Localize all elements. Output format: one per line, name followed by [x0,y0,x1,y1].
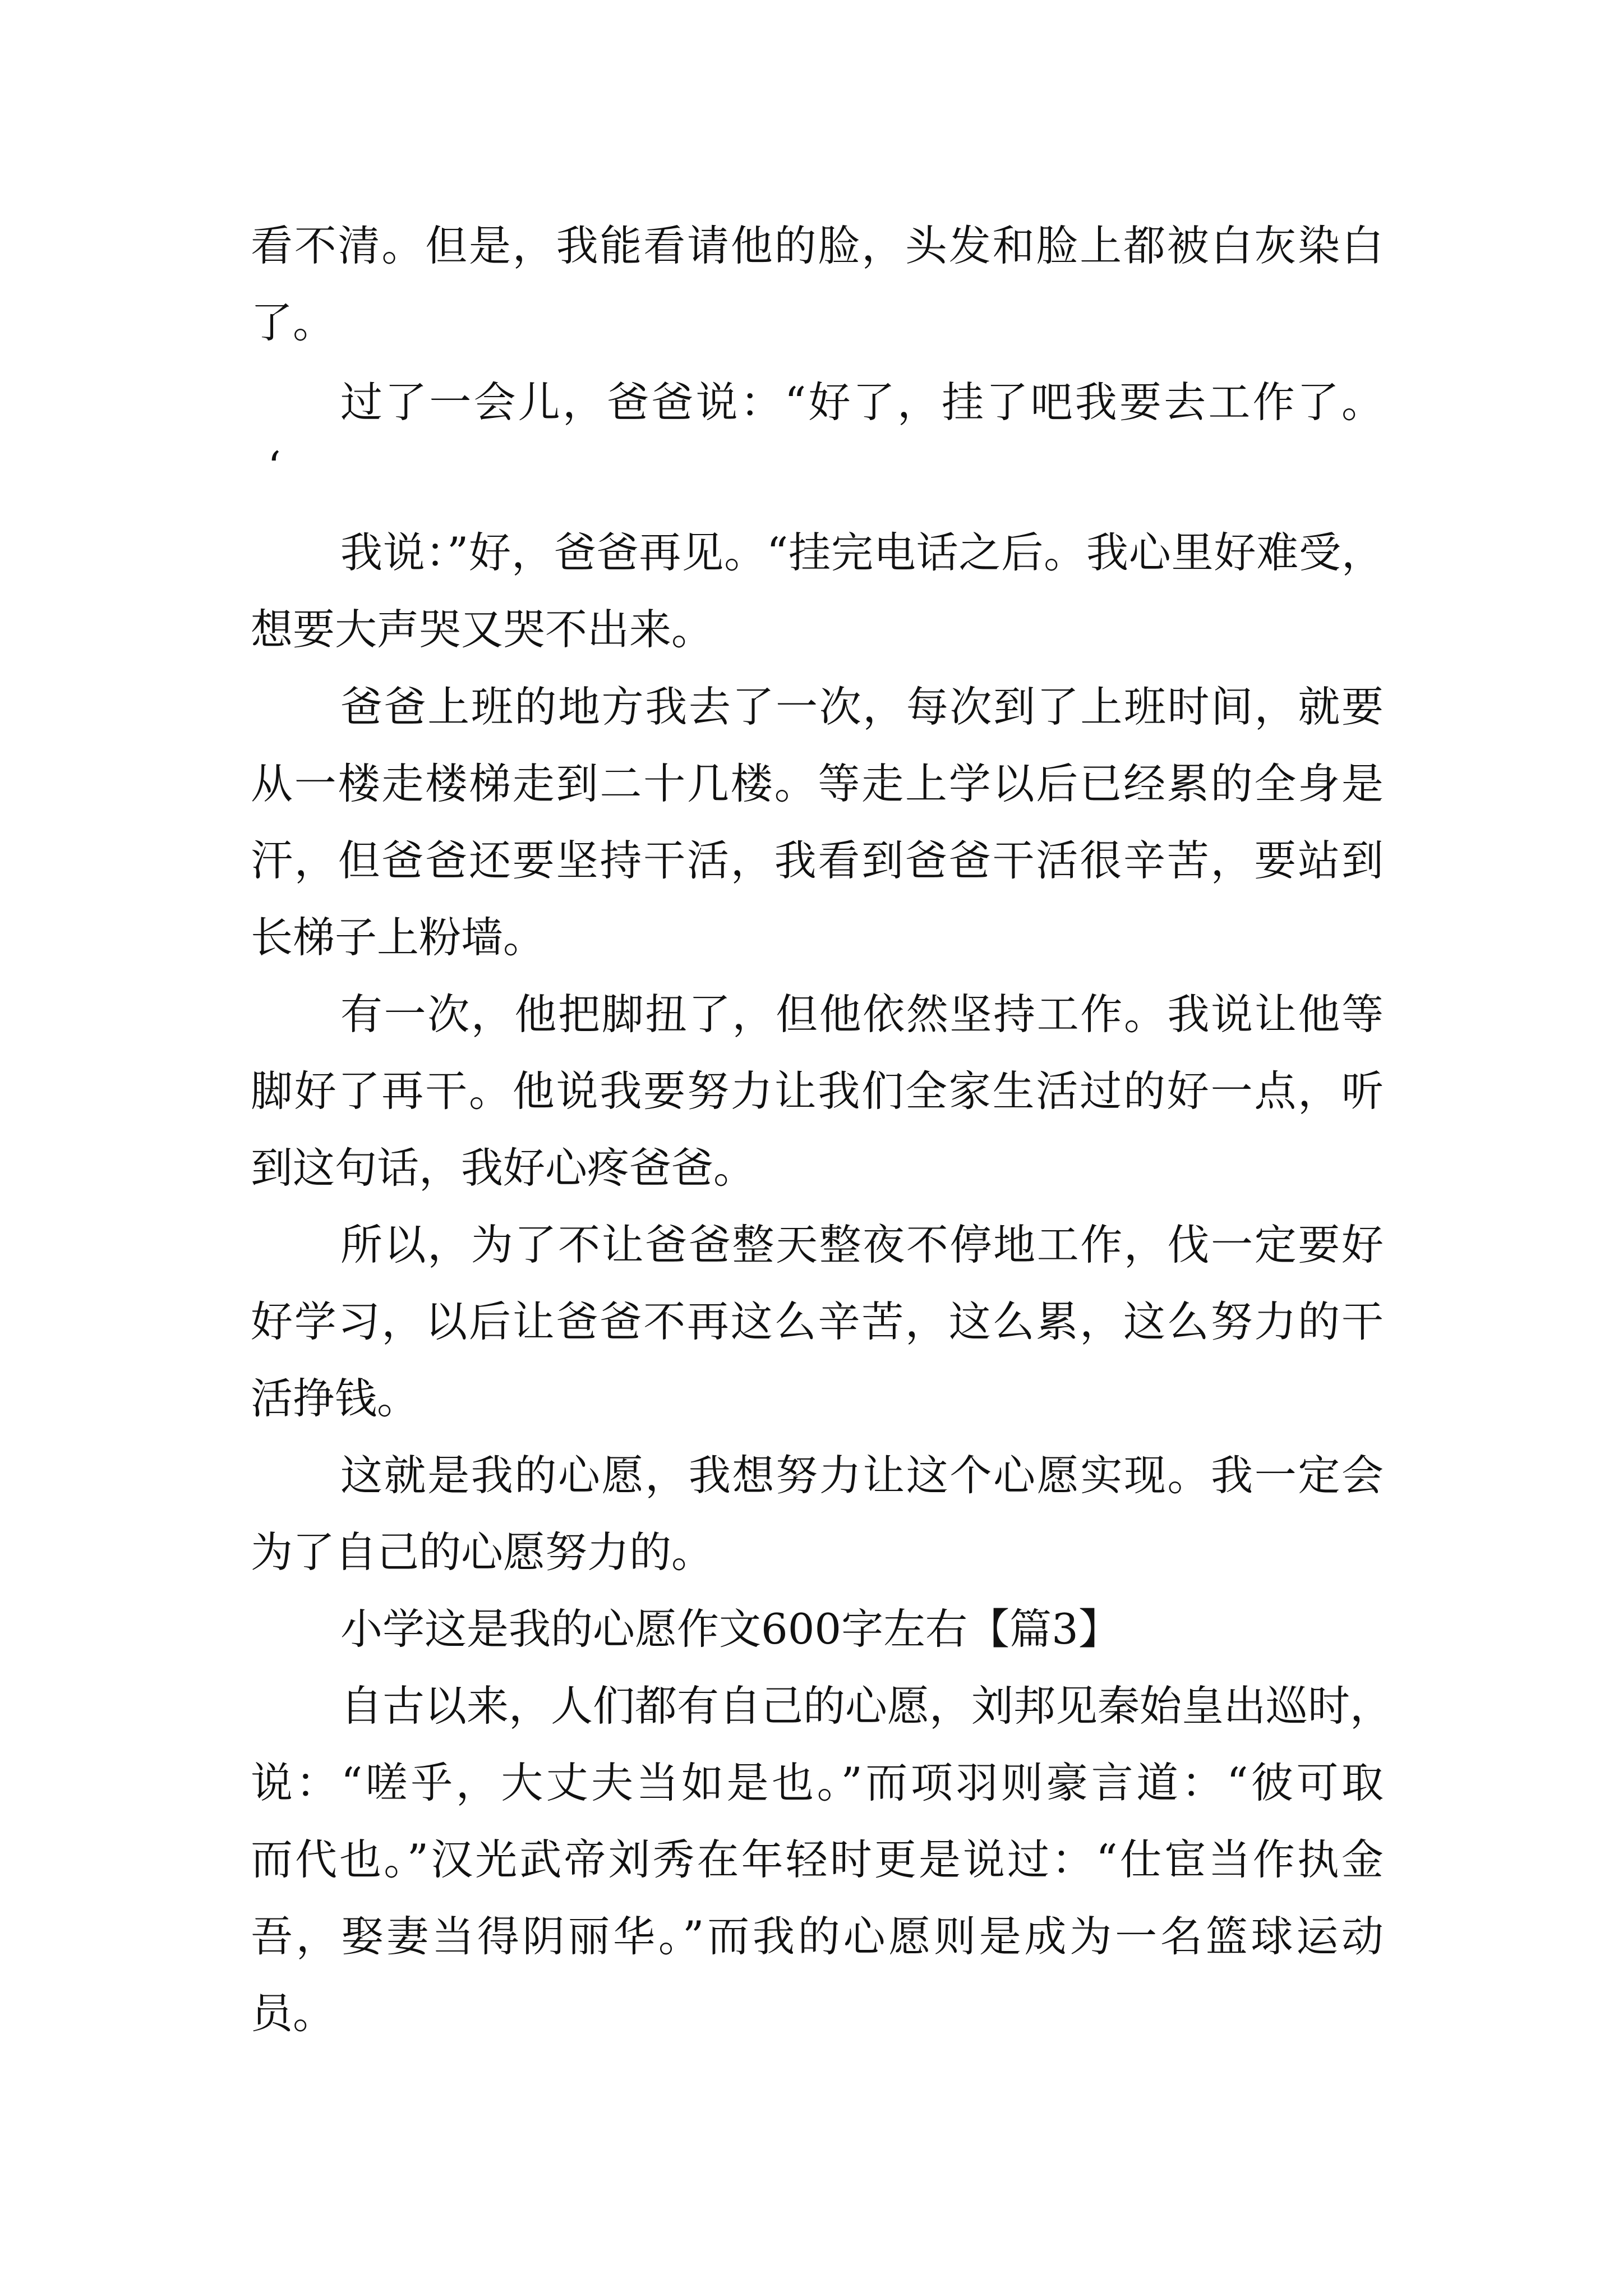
text-line: 吾，娶妻当得阴丽华。”而我的心愿则是成为一名篮球运动 [251,1912,1384,1961]
text-line: 所以，为了不让爸爸整天整夜不停地工作，伐一定要好 [340,1220,1384,1269]
text-line: 好学习，以后让爸爸不再这么辛苦，这么累，这么努力的干 [251,1297,1384,1346]
text-line: 说：“嗟乎，大丈夫当如是也。”而项羽则豪言道：“彼可取 [251,1758,1384,1807]
text-line: 有一次，他把脚扭了，但他依然坚持工作。我说让他等 [340,990,1384,1039]
text-line: 到这句话，我好心疼爸爸。 [251,1143,756,1193]
text-line: 汗，但爸爸还要坚持干活，我看到爸爸干活很辛苦，要站到 [251,836,1384,885]
text-line: ‘ [268,442,281,491]
text-line: 过了一会儿，爸爸说：“好了，挂了吧我要去工作了。 [340,378,1384,427]
text-line: 我说：”好，爸爸再见。“挂完电话之后。我心里好难受， [340,528,1384,577]
text-line: 自古以来，人们都有自己的心愿，刘邦见秦始皇出巡时， [340,1681,1393,1731]
text-line: 爸爸上班的地方我去了一次，每次到了上班时间，就要 [340,682,1384,731]
text-line: 想要大声哭又哭不出来。 [251,605,714,654]
section-heading: 小学这是我的心愿作文600字左右【篇3】 [340,1604,1121,1654]
text-line: 了。 [251,298,335,347]
text-line: 看不清。但是，我能看请他的脸，头发和脸上都被白灰染白 [251,221,1384,270]
text-line: 而代也。”汉光武帝刘秀在年轻时更是说过：“仕宦当作执金 [251,1835,1384,1884]
text-line: 员。 [251,1989,335,2038]
text-line: 为了自己的心愿努力的。 [251,1527,714,1577]
text-line: 活挣钱。 [251,1374,419,1423]
text-line: 从一楼走楼梯走到二十几楼。等走上学以后已经累的全身是 [251,759,1384,808]
text-line: 长梯子上粉墙。 [251,913,546,962]
text-line: 脚好了再干。他说我要努力让我们全家生活过的好一点，听 [251,1066,1384,1116]
text-line: 这就是我的心愿，我想努力让这个心愿实现。我一定会 [340,1451,1384,1500]
